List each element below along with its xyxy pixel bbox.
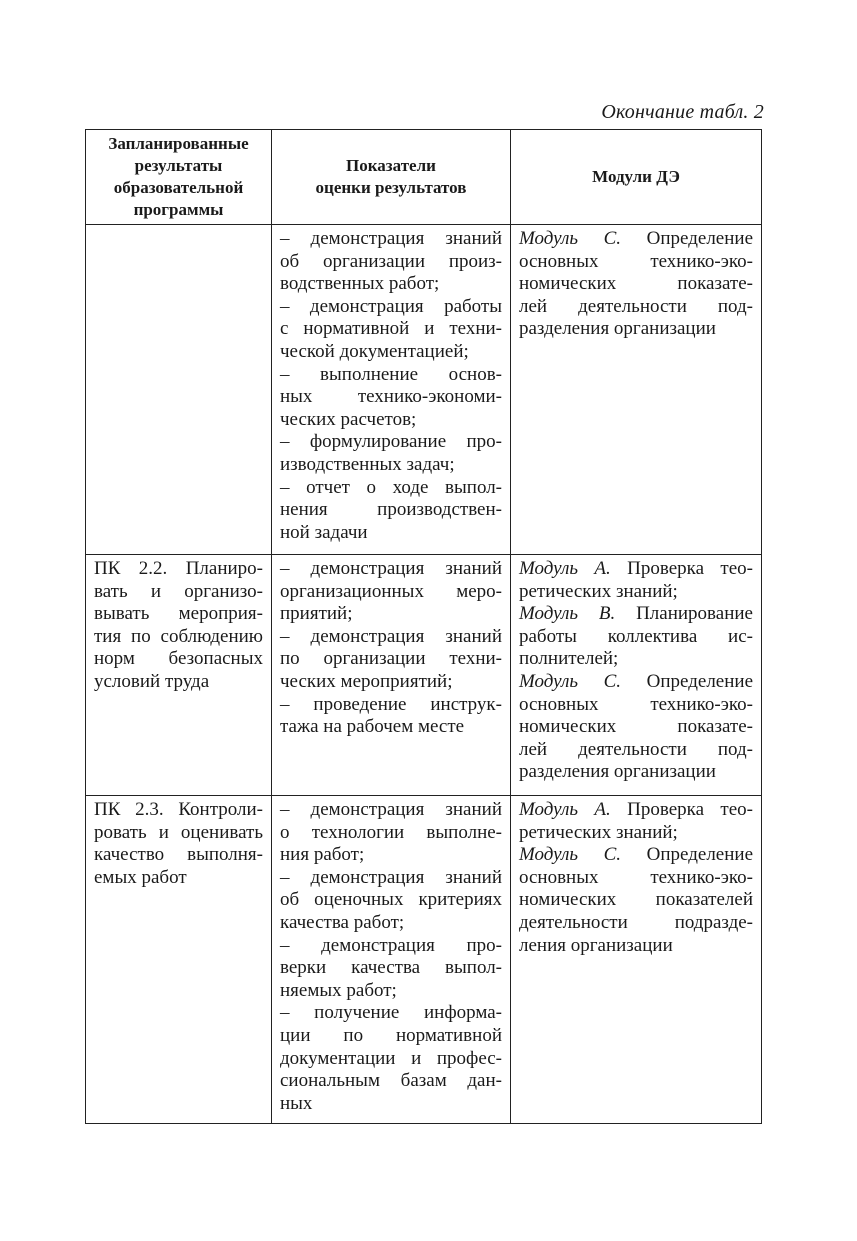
cell-indicators bbox=[272, 555, 511, 796]
table-row bbox=[86, 555, 762, 796]
module-text: Планирование bbox=[615, 603, 753, 625]
cell-line: – демонстрация работы bbox=[280, 295, 502, 317]
header-line: Запланированные bbox=[108, 134, 249, 153]
cell-line: с нормативной и техни- bbox=[280, 318, 502, 340]
header-line: Модули ДЭ bbox=[592, 167, 680, 186]
cell-line: – демонстрация знаний bbox=[280, 625, 502, 647]
module-text: деятельности подразде- bbox=[519, 911, 753, 933]
cell-line: приятий; bbox=[280, 603, 353, 625]
cell-line: ных bbox=[280, 1092, 313, 1114]
module-line bbox=[519, 296, 753, 319]
cell-line: няемых работ; bbox=[280, 979, 397, 1001]
cell-line: ческих мероприятий; bbox=[280, 670, 453, 692]
module-line bbox=[519, 935, 753, 958]
cell-line: условий труда bbox=[94, 670, 210, 692]
cell-line: ПК 2.3. Контроли- bbox=[94, 799, 263, 820]
module-text: основных технико-эко- bbox=[519, 693, 753, 715]
cell-line: ПК 2.2. Планиро- bbox=[94, 558, 263, 579]
cell-line: – проведение инструк- bbox=[280, 693, 502, 715]
module-name: Модуль А. bbox=[519, 558, 611, 579]
module-line bbox=[519, 761, 753, 784]
header-assessment-indicators bbox=[272, 130, 511, 225]
cell-line: – демонстрация про- bbox=[280, 934, 502, 956]
table-row bbox=[86, 225, 762, 555]
module-line bbox=[519, 581, 753, 604]
table-header-row bbox=[86, 130, 762, 225]
module-text: полнителей; bbox=[519, 648, 619, 670]
cell-line: ной задачи bbox=[280, 521, 368, 543]
module-text: работы коллектива ис- bbox=[519, 625, 753, 647]
cell-modules bbox=[511, 225, 762, 555]
module-line bbox=[519, 889, 753, 912]
cell-line: об оценочных критериях bbox=[280, 889, 502, 911]
module-text: лей деятельности под- bbox=[519, 738, 753, 760]
cell-line: – получение информа- bbox=[280, 1002, 502, 1024]
cell-indicators bbox=[272, 796, 511, 1124]
module-text: ретических знаний; bbox=[519, 580, 678, 602]
cell-line: верки качества выпол- bbox=[280, 957, 502, 979]
cell-line: – демонстрация знаний bbox=[280, 799, 502, 820]
cell-indicators bbox=[272, 225, 511, 555]
cell-line: водственных работ; bbox=[280, 273, 440, 295]
module-line bbox=[519, 694, 753, 717]
cell-line: вывать мероприя- bbox=[94, 603, 263, 625]
cell-line: нения производствен- bbox=[280, 499, 502, 521]
module-text: Определение bbox=[621, 844, 753, 866]
module-name: Модуль С. bbox=[519, 228, 622, 249]
cell-line: об организации произ- bbox=[280, 250, 502, 272]
header-planned-results bbox=[86, 130, 272, 225]
cell-line: ния работ; bbox=[280, 844, 365, 866]
module-text: ретических знаний; bbox=[519, 821, 678, 843]
cell-line: ровать и оценивать bbox=[94, 821, 263, 843]
cell-modules bbox=[511, 796, 762, 1124]
module-line bbox=[519, 228, 753, 251]
module-text: основных технико-эко- bbox=[519, 250, 753, 272]
cell-line: качества работ; bbox=[280, 911, 405, 933]
module-line bbox=[519, 603, 753, 626]
module-line bbox=[519, 844, 753, 867]
cell-line: о технологии выполне- bbox=[280, 821, 502, 843]
cell-line: – выполнение основ- bbox=[280, 363, 502, 385]
cell-line: вать и организо- bbox=[94, 580, 263, 602]
cell-line: качество выполня- bbox=[94, 844, 263, 866]
cell-line: ных технико-экономи- bbox=[280, 386, 502, 408]
module-text: Проверка тео- bbox=[610, 799, 753, 820]
cell-planned-result bbox=[86, 796, 272, 1124]
module-line bbox=[519, 867, 753, 890]
module-line bbox=[519, 558, 753, 581]
header-line: программы bbox=[133, 200, 224, 219]
module-line bbox=[519, 318, 753, 341]
cell-line: – демонстрация знаний bbox=[280, 558, 502, 579]
cell-line: – демонстрация знаний bbox=[280, 228, 502, 249]
cell-planned-result bbox=[86, 225, 272, 555]
module-text: Определение bbox=[621, 228, 753, 249]
module-name: Модуль С. bbox=[519, 670, 622, 692]
module-text: лей деятельности под- bbox=[519, 295, 753, 317]
module-line bbox=[519, 799, 753, 822]
header-line: Показатели bbox=[346, 156, 436, 175]
cell-line: – демонстрация знаний bbox=[280, 866, 502, 888]
module-line bbox=[519, 716, 753, 739]
module-line bbox=[519, 912, 753, 935]
module-text: основных технико-эко- bbox=[519, 866, 753, 888]
module-text: ления организации bbox=[519, 934, 673, 956]
module-line bbox=[519, 273, 753, 296]
cell-line: по организации техни- bbox=[280, 648, 502, 670]
header-line: результаты bbox=[134, 156, 223, 175]
module-text: номических показателей bbox=[519, 889, 753, 911]
module-text: Проверка тео- bbox=[610, 558, 753, 579]
table-caption: Окончание табл. 2 bbox=[601, 101, 764, 123]
module-name: Модуль В. bbox=[519, 603, 616, 625]
module-text: Определение bbox=[621, 670, 753, 692]
module-text: номических показате- bbox=[519, 716, 753, 738]
module-text: разделения организации bbox=[519, 318, 716, 340]
cell-line: – отчет о ходе выпол- bbox=[280, 476, 502, 498]
cell-line: тажа на рабочем месте bbox=[280, 716, 465, 738]
cell-line: ческой документацией; bbox=[280, 340, 469, 362]
header-de-modules bbox=[511, 130, 762, 225]
cell-line: организационных меро- bbox=[280, 580, 502, 602]
competency-table bbox=[85, 129, 762, 1124]
module-line bbox=[519, 739, 753, 762]
cell-line: – формулирование про- bbox=[280, 431, 502, 453]
module-line bbox=[519, 671, 753, 694]
cell-line: ции по нормативной bbox=[280, 1024, 502, 1046]
module-line bbox=[519, 648, 753, 671]
cell-line: норм безопасных bbox=[94, 648, 263, 670]
header-line: оценки результатов bbox=[315, 178, 467, 197]
cell-line: тия по соблюдению bbox=[94, 625, 263, 647]
cell-line: изводственных задач; bbox=[280, 453, 455, 475]
module-text: разделения организации bbox=[519, 761, 716, 783]
header-line: образовательной bbox=[113, 178, 244, 197]
cell-modules bbox=[511, 555, 762, 796]
module-line bbox=[519, 251, 753, 274]
cell-line: ческих расчетов; bbox=[280, 408, 417, 430]
module-line bbox=[519, 626, 753, 649]
cell-line: документации и профес- bbox=[280, 1047, 502, 1069]
module-name: Модуль А. bbox=[519, 799, 611, 820]
module-line bbox=[519, 822, 753, 845]
table-row bbox=[86, 796, 762, 1124]
module-name: Модуль С. bbox=[519, 844, 622, 866]
cell-planned-result bbox=[86, 555, 272, 796]
module-text: номических показате- bbox=[519, 273, 753, 295]
cell-line: емых работ bbox=[94, 866, 187, 888]
cell-line: сиональным базам дан- bbox=[280, 1070, 502, 1092]
